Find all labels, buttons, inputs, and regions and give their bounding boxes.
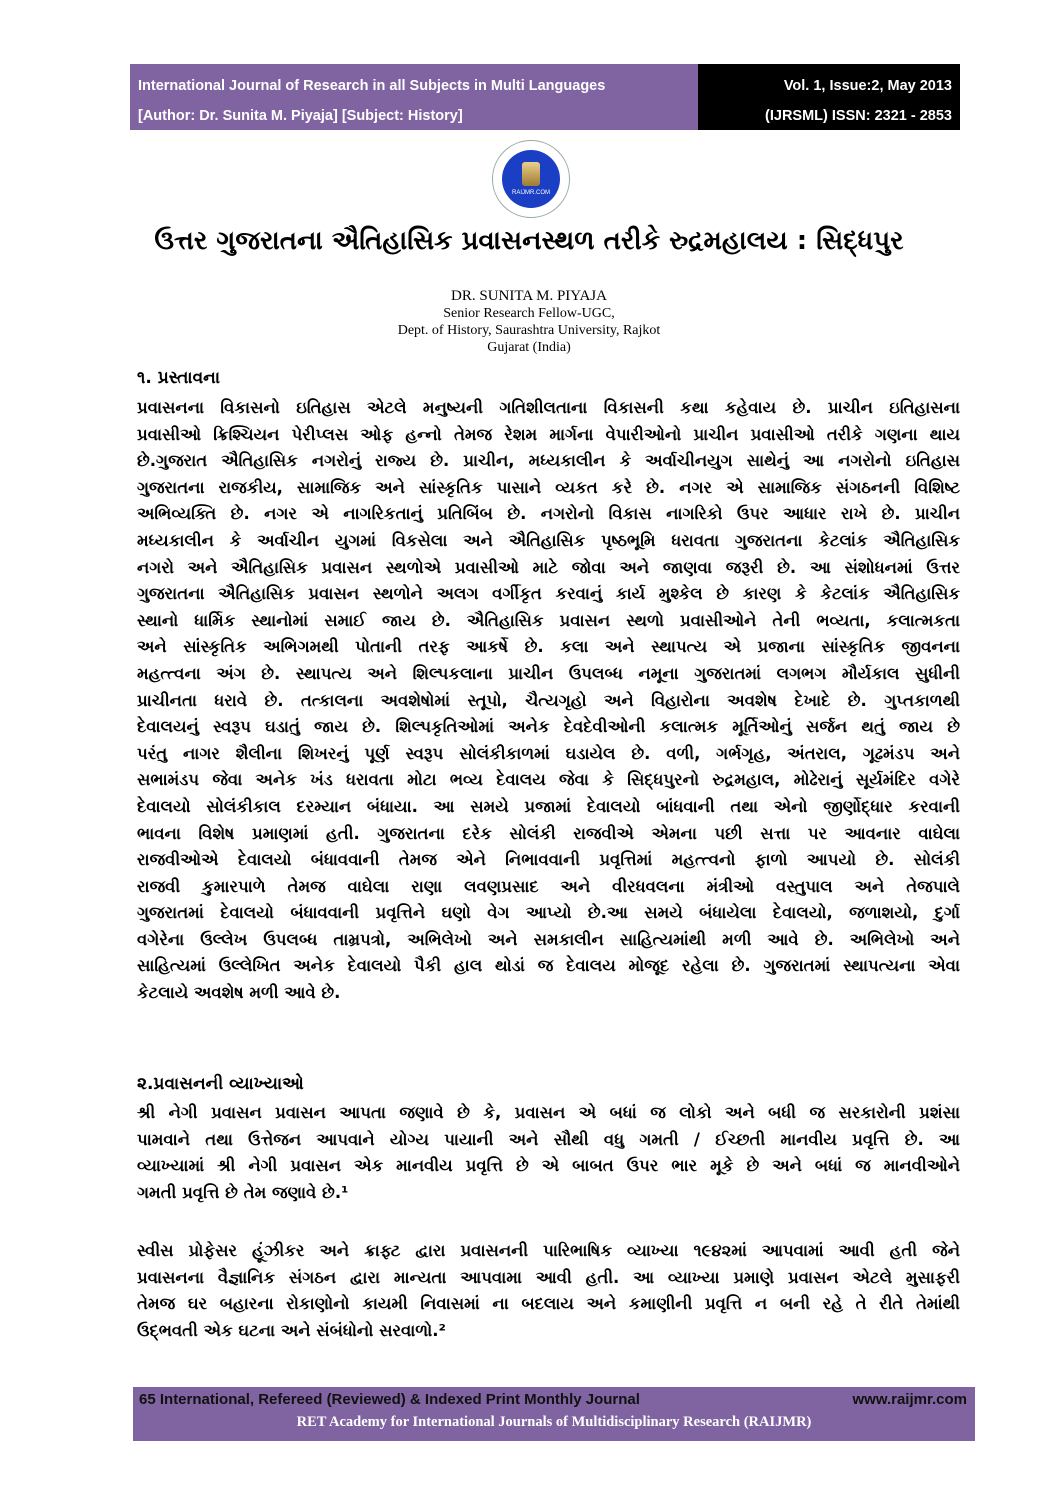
logo-text: RAIJMR.COM [512, 190, 550, 196]
journal-header [130, 64, 960, 130]
page-number: 65 [139, 1391, 156, 1408]
text-line: પ્રવાસનના વિકાસનો ઇતિહાસ એટલે મનુષ્યની ગતિશીલતાના વિકાસની કથા કહેવાય છે. પ્રાચીન ઇતિહાસના [137, 398, 960, 417]
text-line: સ્વીસ પ્રોફેસર હૂંઝીકર અને ક્રાફ્ટ દ્વારા પ્રવાસનની પારિભાષિક વ્યાખ્યા ૧૯૪૨માં આપવામાં આવી હતી જેને [137, 1241, 960, 1260]
text-line: રાજવીઓએ દેવાલયો બંધાવવાની તેમજ એને નિભાવવાની પ્રવૃત્તિમાં મહત્ત્વનો ફાળો આપયો છે. સોલંકી [137, 850, 960, 870]
text-line: દેવાલયનું સ્વરૂપ ઘડાતું જાય છે. શિલ્પકૃતિઓમાં અનેક દેવદેવીઓની કલાત્મક મૂર્તિઓનું સર્જન થતું જાય છે [137, 717, 960, 737]
text-line: ભાવના વિશેષ પ્રમાણમાં હતી. ગુજરાતના દરેક સોલંકી રાજવીએ એમના પછી સત્તા પર આવનાર વાઘેલા [137, 823, 960, 843]
journal-name: International Journal of Research in all Subjects in Multi Languages [138, 78, 606, 94]
text-line: પરંતુ નાગર શૈલીના શિખરનું પૂર્ણ સ્વરૂપ સોલંકીકાળમાં ઘડાયેલ છે. વળી, ગર્ભગૃહ, અંતરાલ, ગૂઢમંડપ અને [137, 743, 960, 763]
text-line: વ્યાખ્યામાં શ્રી નેગી પ્રવાસન એક માનવીય પ્રવૃત્તિ છે એ બાબત ઉપર ભાર મૂકે છે અને બધાં જ માનવીઓને [137, 1156, 960, 1176]
paragraph-swiss-definition [137, 1238, 960, 1344]
text-line: પ્રવાસનના વૈજ્ઞાનિક સંગઠન દ્વારા માન્યતા આપવામા આવી હતી. આ વ્યાખ્યા પ્રમાણે પ્રવાસન એટલે મુસાફરી [137, 1267, 960, 1287]
text-line: પ્રાચીનતા ધરાવે છે. તત્કાલના અવશેષોમાં સ્તૂપો, ચૈત્યગૃહો અને વિહારોના અવશેષ દેખાદે છે. ગુપ્તકાળથી [137, 690, 960, 710]
author-name: DR. SUNITA M. PIYAJA [451, 288, 607, 304]
text-line: ગુજરાતના રાજકીય, સામાજિક અને સાંસ્કૃતિક પાસાને વ્યકત કરે છે. નગર એ સામાજિક સંગઠનની વિશિષ્ટ [137, 477, 960, 497]
section-heading-introduction: ૧. પ્રસ્તાવના [137, 368, 221, 388]
text-line: ગુજરાતના ઐતિહાસિક પ્રવાસન સ્થળોને અલગ વર્ગીકૃત કરવાનું કાર્ય મુશ્કેલ છે કારણ કે કેટલાંક ઐતિહાસિક [137, 584, 960, 604]
text-line: ગુજરાતમાં દેવાલયો બંધાવવાની પ્રવૃત્તિને ઘણો વેગ આપ્યો છે.આ સમયે બંધાયેલા દેવાલયો, જળાશયો, દુર્ગા [137, 903, 960, 923]
text-line: નગરો અને ઐતિહાસિક પ્રવાસન સ્થળોએ પ્રવાસીઓ માટે જોવા અને જાણવા જરૂરી છે. આ સંશોધનમાં ઉત્તર [137, 557, 960, 577]
text-line: ઉદ્ભવતી એક ઘટના અને સંબંધોનો સરવાળો.² [137, 1320, 446, 1340]
scroll-quill-icon [522, 162, 540, 186]
author-location: Gujarat (India) [487, 340, 571, 355]
issn-info: (IJRSML) ISSN: 2321 - 2853 [765, 108, 952, 124]
header-right [698, 64, 960, 130]
footer-publisher: RET Academy for International Journals of Multidisciplinary Research (RAIJMR) [296, 1414, 812, 1430]
text-line: શ્રી નેગી પ્રવાસન પ્રવાસન આપતા જણાવે છે કે, પ્રવાસન એ બધાં જ લોકો અને બધી જ સરકારોની પ્રશંસા [137, 1103, 960, 1122]
paragraph-definitions [137, 1100, 960, 1206]
author-subject: [Author: Dr. Sunita M. Piyaja] [Subject: History] [138, 108, 463, 124]
text-line: તેમજ ઘર બહારના રોકાણોનો કાયમી નિવાસમાં ના બદલાય અને કમાણીની પ્રવૃત્તિ ન બની રહે તે રીતે તેમાંથી [137, 1294, 960, 1314]
text-line: અભિવ્યક્તિ છે. નગર એ નાગરિકતાનું પ્રતિબિંબ છે. નગરોનો વિકાસ નાગરિકો ઉપર આધાર રાખે છે. પ્રાચીન [137, 504, 960, 524]
journal-footer [133, 1387, 975, 1441]
raijmr-logo [492, 140, 570, 218]
footer-website-link[interactable]: www.raijmr.com [852, 1391, 967, 1408]
footer-tagline: International, Refereed (Reviewed) & Indexed Print Monthly Journal [159, 1391, 640, 1408]
article-title: ઉત્તર ગુજરાતના ઐતિહાસિક પ્રવાસનસ્થળ તરીકે રુદ્રમહાલય : સિદ્ધપુર [154, 226, 904, 256]
text-line: મધ્યકાલીન કે અર્વાચીન યુગમાં વિકસેલા અને ઐતિહાસિક પૃષ્ઠભૂમિ ધરાવતા ગુજરાતના કેટલાંક ઐતિહાસિક [137, 530, 960, 550]
text-line: ગમતી પ્રવૃત્તિ છે તેમ જણાવે છે.¹ [137, 1182, 349, 1202]
author-dept: Dept. of History, Saurashtra University, Rajkot [397, 323, 661, 338]
author-block [0, 288, 1058, 356]
header-left [130, 64, 698, 130]
author-position: Senior Research Fellow-UGC, [443, 306, 615, 321]
text-line: સભામંડપ જેવા અનેક ખંડ ધરાવતા મોટા ભવ્ય દેવાલય જેવા કે સિદ્ધપુરનો રુદ્રમહાલ, મોઢેરાનું સૂર્યમંદિર વગેરે [137, 770, 960, 790]
text-line: મહત્ત્વના અંગ છે. સ્થાપત્ય અને શિલ્પકલાના પ્રાચીન ઉપલબ્ધ નમૂના ગુજરાતમાં લગભગ મૌર્યકાલ સુધીની [137, 663, 960, 683]
text-line: રાજવી કુમારપાળે તેમજ વાઘેલા રાણા લવણપ્રસાદ અને વીરધવલના મંત્રીઓ વસ્તુપાલ અને તેજપાલે [137, 876, 960, 896]
paragraph-introduction [137, 395, 960, 1007]
text-line: સાહિત્યમાં ઉલ્લેખિત અનેક દેવાલયો પૈકી હાલ થોડાં જ દેવાલય મોજૂદ રહેલા છે. ગુજરાતમાં સ્થાપત્યના એવા [137, 956, 960, 976]
text-line: અને સાંસ્કૃતિક અભિગમથી પોતાની તરફ આકર્ષે છે. કલા અને સ્થાપત્ય એ પ્રજાના સાંસ્કૃતિક જીવનના [137, 637, 960, 657]
text-line: સ્થાનો ધાર્મિક સ્થાનોમાં સમાઈ જાય છે. ઐતિહાસિક પ્રવાસન સ્થળો પ્રવાસીઓને તેની ભવ્યતા, કલાત્મકતા [137, 610, 960, 630]
section-heading-definitions: ૨.પ્રવાસનની વ્યાખ્યાઓ [137, 1074, 304, 1094]
text-line: પામવાને તથા ઉત્તેજન આપવાને યોગ્ય પાયાની અને સૌથી વધુ ગમતી / ઈચ્છતી માનવીય પ્રવૃત્તિ છે. આ [137, 1129, 960, 1149]
volume-info: Vol. 1, Issue:2, May 2013 [783, 78, 952, 94]
text-line: પ્રવાસીઓ ક્રિશ્ચિયન પેરીપ્લસ ઓફ હન્નો તેમજ રેશમ માર્ગના વેપારીઓનો પ્રાચીન પ્રવાસીઓ તરીકે ગણના થાય [137, 424, 960, 444]
text-line: વગેરેના ઉલ્લેખ ઉપલબ્ધ તામ્રપત્રો, અભિલેખો અને સમકાલીન સાહિત્યમાંથી મળી આવે છે. અભિલેખો અને [137, 929, 960, 949]
text-line: દેવાલયો સોલંકીકાલ દરમ્યાન બંધાયા. આ સમયે પ્રજામાં દેવાલયો બાંધવાની તથા એનો જીર્ણોદ્ધાર કરવાની [137, 796, 960, 816]
text-line: કેટલાયે અવશેષ મળી આવે છે. [137, 983, 341, 1003]
logo-inner-circle [502, 150, 560, 208]
text-line: છે.ગુજરાત ઐતિહાસિક નગરોનું રાજ્ય છે. પ્રાચીન, મધ્યકાલીન કે અર્વાચીનયુગ સાથેનું આ નગરોનો ઇતિહાસ [137, 451, 960, 471]
